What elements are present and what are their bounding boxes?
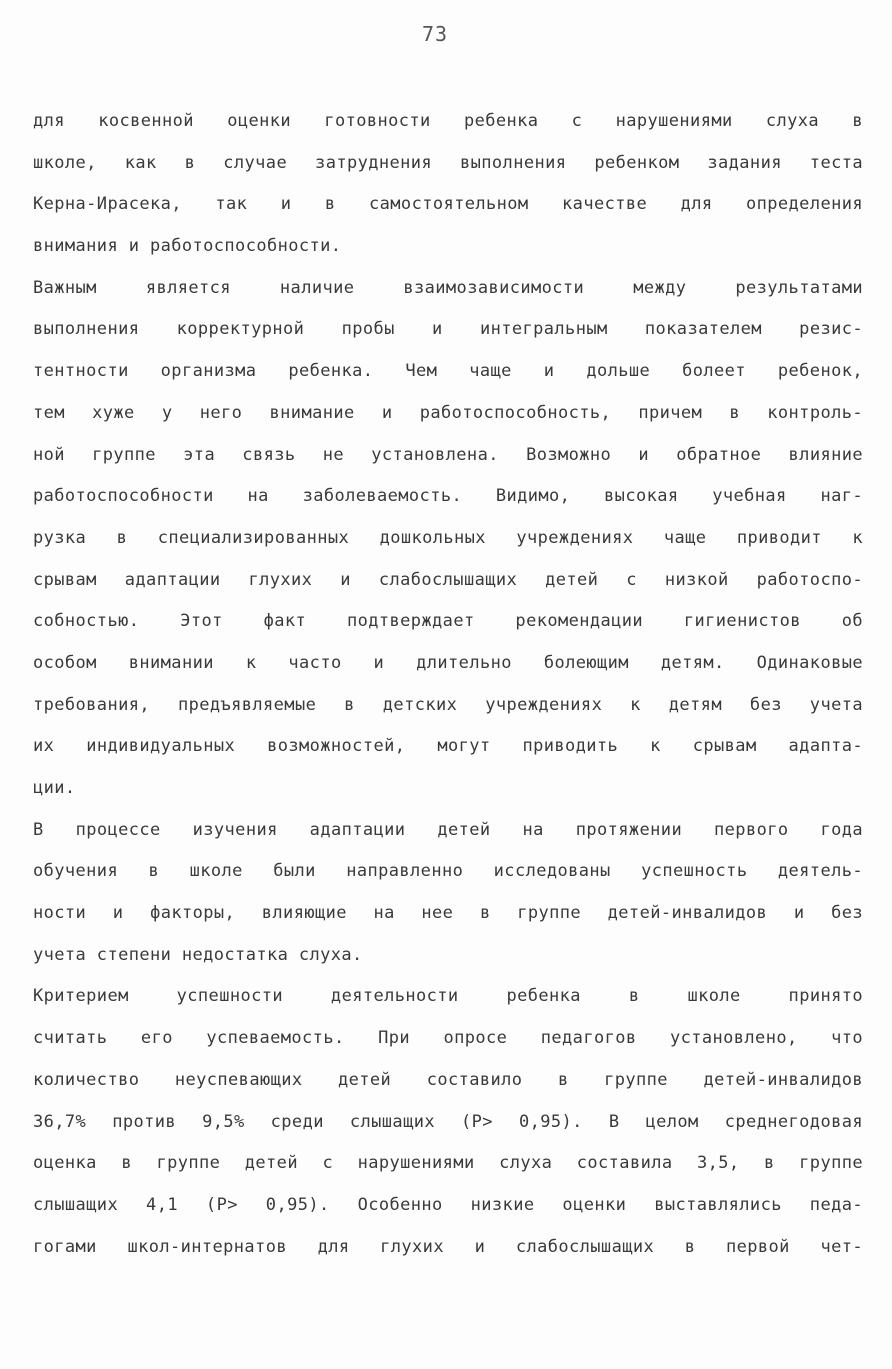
text-line: учета степени недостатка слуха. xyxy=(33,944,363,965)
text-line: требования, предъявляемые в детских учреждениях к детям без учета xyxy=(33,694,863,715)
text-line: тентности организма ребенка. Чем чаще и дольше болеет ребенок, xyxy=(33,361,863,382)
text-line: для косвенной оценки готовности ребенка с нарушениями слуха в xyxy=(33,111,863,131)
text-line: оценка в группе детей с нарушениями слуха составила 3,5, в группе xyxy=(33,1153,863,1174)
text-line: ции. xyxy=(33,778,76,798)
text-line: работоспособности на заболеваемость. Видимо, высокая учебная наг- xyxy=(33,486,863,507)
text-line: обучения в школе были направленно исследованы успешность деятель- xyxy=(33,861,863,882)
text-line: считать его успеваемость. При опросе педагогов установлено, что xyxy=(33,1028,863,1049)
text-line: срывам адаптации глухих и слабослышащих детей с низкой работоспо- xyxy=(33,569,863,590)
text-line: Критерием успешности деятельности ребенка в школе принято xyxy=(33,986,863,1007)
text-line: собностью. Этот факт подтверждает рекомендации гигиенистов об xyxy=(33,611,863,632)
text-line: внимания и работоспособности. xyxy=(33,236,342,257)
text-line: В процессе изучения адаптации детей на протяжении первого года xyxy=(33,819,863,840)
text-line: 36,7% против 9,5% среди слышащих (Р> 0,95). В целом среднегодовая xyxy=(33,1111,863,1132)
text-line: особом внимании к часто и длительно болеющим детям. Одинаковые xyxy=(33,652,863,673)
text-line: ности и факторы, влияющие на нее в группе детей-инвалидов и без xyxy=(33,903,863,924)
page-number: 73 xyxy=(421,22,449,46)
text-line: Керна-Ирасека, так и в самостоятельном качестве для определения xyxy=(33,194,863,215)
text-line: слышащих 4,1 (Р> 0,95). Особенно низкие оценки выставлялись педа- xyxy=(33,1194,863,1215)
body-text xyxy=(33,101,863,1268)
text-line: гогами школ-интернатов для глухих и слабослышащих в первой чет- xyxy=(33,1236,863,1257)
text-line: ной группе эта связь не установлена. Возможно и обратное влияние xyxy=(33,444,863,465)
text-line: количество неуспевающих детей составило в группе детей-инвалидов xyxy=(33,1069,863,1090)
text-line: Важным является наличие взаимозависимости между результатами xyxy=(33,277,863,298)
text-line: школе, как в случае затруднения выполнения ребенком задания теста xyxy=(33,152,863,173)
text-line: рузка в специализированных дошкольных учреждениях чаще приводит к xyxy=(33,527,863,548)
text-line: выполнения корректурной пробы и интегральным показателем резис- xyxy=(33,319,863,340)
text-line: тем хуже у него внимание и работоспособность, причем в контроль- xyxy=(33,402,863,423)
text-line: их индивидуальных возможностей, могут приводить к срывам адапта- xyxy=(33,736,863,757)
